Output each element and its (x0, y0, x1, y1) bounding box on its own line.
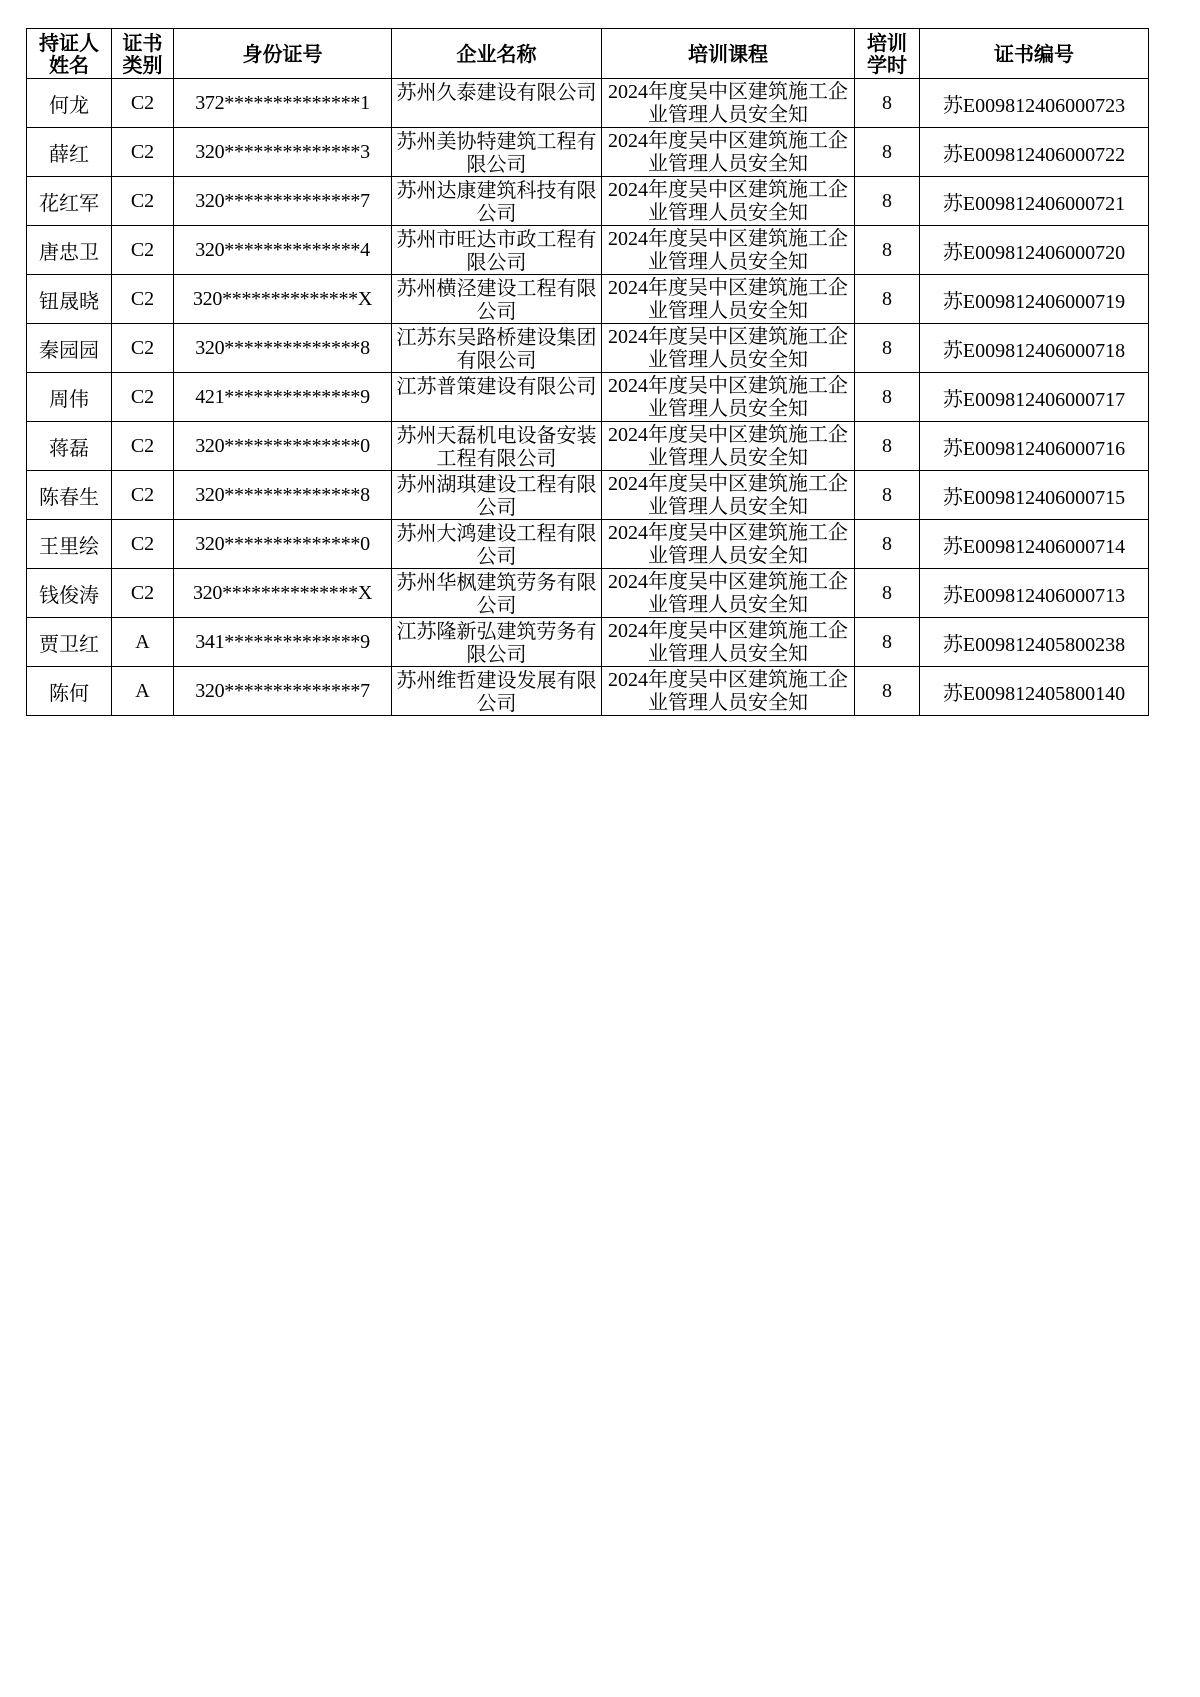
header-hours-line1: 培训 (867, 30, 907, 55)
company-text: 苏州久泰建设有限公司 (396, 80, 597, 104)
header-cert-type (112, 29, 174, 79)
table-row (27, 569, 1149, 618)
cert-no-cell: 苏E009812406000714 (920, 520, 1149, 569)
company-cell (392, 128, 602, 177)
holder-name-cell: 王里绘 (27, 520, 112, 569)
id-number-cell: 320**************3 (174, 128, 392, 177)
holder-name-cell: 蒋磊 (27, 422, 112, 471)
cert-type-cell: C2 (112, 128, 174, 177)
course-cell (602, 79, 855, 128)
company-cell (392, 471, 602, 520)
company-cell (392, 324, 602, 373)
company-cell (392, 569, 602, 618)
company-cell (392, 275, 602, 324)
course-cell (602, 226, 855, 275)
course-text: 2024年度吴中区建筑施工企业管理人员安全知 (608, 81, 848, 126)
course-text: 2024年度吴中区建筑施工企业管理人员安全知 (608, 571, 848, 616)
course-text: 2024年度吴中区建筑施工企业管理人员安全知 (608, 179, 848, 224)
id-number-cell: 320**************7 (174, 667, 392, 716)
hours-cell: 8 (855, 422, 920, 471)
hours-cell: 8 (855, 128, 920, 177)
hours-cell: 8 (855, 275, 920, 324)
header-cert-no: 证书编号 (920, 29, 1149, 79)
company-text: 苏州市旺达市政工程有限公司 (396, 227, 597, 273)
company-cell (392, 177, 602, 226)
course-text: 2024年度吴中区建筑施工企业管理人员安全知 (608, 620, 848, 665)
company-cell (392, 373, 602, 422)
course-text: 2024年度吴中区建筑施工企业管理人员安全知 (608, 326, 848, 371)
cert-no-cell: 苏E009812406000720 (920, 226, 1149, 275)
course-cell (602, 177, 855, 226)
header-course: 培训课程 (602, 29, 855, 79)
course-text: 2024年度吴中区建筑施工企业管理人员安全知 (608, 522, 848, 567)
company-text: 苏州横泾建设工程有限公司 (396, 276, 597, 322)
cert-type-cell: C2 (112, 324, 174, 373)
course-text: 2024年度吴中区建筑施工企业管理人员安全知 (608, 669, 848, 714)
hours-cell: 8 (855, 618, 920, 667)
cert-no-cell: 苏E009812406000717 (920, 373, 1149, 422)
table-header-row (27, 29, 1149, 79)
table-row (27, 422, 1149, 471)
table-row (27, 324, 1149, 373)
table-row (27, 373, 1149, 422)
company-text: 江苏隆新弘建筑劳务有限公司 (396, 619, 597, 665)
company-text: 苏州达康建筑科技有限公司 (396, 178, 597, 224)
table-row (27, 128, 1149, 177)
id-number-cell: 320**************0 (174, 422, 392, 471)
course-text: 2024年度吴中区建筑施工企业管理人员安全知 (608, 228, 848, 273)
company-text: 苏州维哲建设发展有限公司 (396, 668, 597, 714)
cert-no-cell: 苏E009812406000722 (920, 128, 1149, 177)
course-cell (602, 324, 855, 373)
cert-type-cell: C2 (112, 471, 174, 520)
cert-type-cell: C2 (112, 569, 174, 618)
id-number-cell: 341**************9 (174, 618, 392, 667)
cert-no-cell: 苏E009812405800238 (920, 618, 1149, 667)
id-number-cell: 320**************0 (174, 520, 392, 569)
cert-no-cell: 苏E009812406000721 (920, 177, 1149, 226)
table-row (27, 79, 1149, 128)
hours-cell: 8 (855, 569, 920, 618)
cert-no-cell: 苏E009812406000715 (920, 471, 1149, 520)
id-number-cell: 320**************8 (174, 324, 392, 373)
holder-name-cell: 何龙 (27, 79, 112, 128)
header-cert-type-line2: 类别 (122, 52, 163, 77)
course-text: 2024年度吴中区建筑施工企业管理人员安全知 (608, 473, 848, 518)
header-holder-name-line1: 持证人 (39, 30, 99, 55)
cert-no-cell: 苏E009812405800140 (920, 667, 1149, 716)
hours-cell: 8 (855, 520, 920, 569)
cert-type-cell: C2 (112, 177, 174, 226)
id-number-cell: 320**************X (174, 275, 392, 324)
holder-name-cell: 花红军 (27, 177, 112, 226)
holder-name-cell: 唐忠卫 (27, 226, 112, 275)
hours-cell: 8 (855, 667, 920, 716)
course-cell (602, 422, 855, 471)
company-text: 江苏普策建设有限公司 (396, 374, 597, 398)
company-text: 苏州华枫建筑劳务有限公司 (396, 570, 597, 616)
course-cell (602, 373, 855, 422)
table-body (27, 79, 1149, 716)
table-row (27, 226, 1149, 275)
header-company: 企业名称 (392, 29, 602, 79)
company-cell (392, 618, 602, 667)
hours-cell: 8 (855, 79, 920, 128)
holder-name-cell: 钮晟晓 (27, 275, 112, 324)
header-hours (855, 29, 920, 79)
holder-name-cell: 陈春生 (27, 471, 112, 520)
company-text: 苏州天磊机电设备安装工程有限公司 (396, 423, 597, 469)
hours-cell: 8 (855, 324, 920, 373)
cert-type-cell: A (112, 667, 174, 716)
course-text: 2024年度吴中区建筑施工企业管理人员安全知 (608, 277, 848, 322)
cert-type-cell: C2 (112, 373, 174, 422)
table-row (27, 275, 1149, 324)
table-row (27, 520, 1149, 569)
header-cert-type-line1: 证书 (122, 30, 163, 55)
company-text: 江苏东吴路桥建设集团有限公司 (396, 325, 597, 371)
holder-name-cell: 贾卫红 (27, 618, 112, 667)
cert-no-cell: 苏E009812406000713 (920, 569, 1149, 618)
course-cell (602, 128, 855, 177)
company-cell (392, 520, 602, 569)
course-cell (602, 569, 855, 618)
id-number-cell: 320**************8 (174, 471, 392, 520)
cert-no-cell: 苏E009812406000723 (920, 79, 1149, 128)
company-text: 苏州湖琪建设工程有限公司 (396, 472, 597, 518)
holder-name-cell: 薛红 (27, 128, 112, 177)
cert-type-cell: C2 (112, 422, 174, 471)
header-holder-name (27, 29, 112, 79)
cert-no-cell: 苏E009812406000719 (920, 275, 1149, 324)
company-cell (392, 667, 602, 716)
course-cell (602, 618, 855, 667)
course-text: 2024年度吴中区建筑施工企业管理人员安全知 (608, 130, 848, 175)
id-number-cell: 421**************9 (174, 373, 392, 422)
cert-no-cell: 苏E009812406000716 (920, 422, 1149, 471)
company-text: 苏州大鸿建设工程有限公司 (396, 521, 597, 567)
hours-cell: 8 (855, 177, 920, 226)
id-number-cell: 320**************X (174, 569, 392, 618)
course-text: 2024年度吴中区建筑施工企业管理人员安全知 (608, 375, 848, 420)
holder-name-cell: 钱俊涛 (27, 569, 112, 618)
table-row (27, 667, 1149, 716)
cert-type-cell: C2 (112, 79, 174, 128)
id-number-cell: 320**************4 (174, 226, 392, 275)
table-row (27, 618, 1149, 667)
company-cell (392, 422, 602, 471)
certificate-roster-table (26, 28, 1149, 716)
cert-type-cell: A (112, 618, 174, 667)
holder-name-cell: 陈何 (27, 667, 112, 716)
hours-cell: 8 (855, 226, 920, 275)
hours-cell: 8 (855, 471, 920, 520)
table-row (27, 177, 1149, 226)
cert-type-cell: C2 (112, 520, 174, 569)
header-hours-line2: 学时 (867, 52, 907, 77)
id-number-cell: 320**************7 (174, 177, 392, 226)
holder-name-cell: 秦园园 (27, 324, 112, 373)
course-cell (602, 471, 855, 520)
company-cell (392, 79, 602, 128)
company-cell (392, 226, 602, 275)
course-cell (602, 667, 855, 716)
cert-type-cell: C2 (112, 226, 174, 275)
company-text: 苏州美协特建筑工程有限公司 (396, 129, 597, 175)
course-cell (602, 275, 855, 324)
table-row (27, 471, 1149, 520)
course-cell (602, 520, 855, 569)
cert-type-cell: C2 (112, 275, 174, 324)
holder-name-cell: 周伟 (27, 373, 112, 422)
id-number-cell: 372**************1 (174, 79, 392, 128)
header-holder-name-line2: 姓名 (49, 52, 89, 77)
header-id-number: 身份证号 (174, 29, 392, 79)
hours-cell: 8 (855, 373, 920, 422)
course-text: 2024年度吴中区建筑施工企业管理人员安全知 (608, 424, 848, 469)
cert-no-cell: 苏E009812406000718 (920, 324, 1149, 373)
